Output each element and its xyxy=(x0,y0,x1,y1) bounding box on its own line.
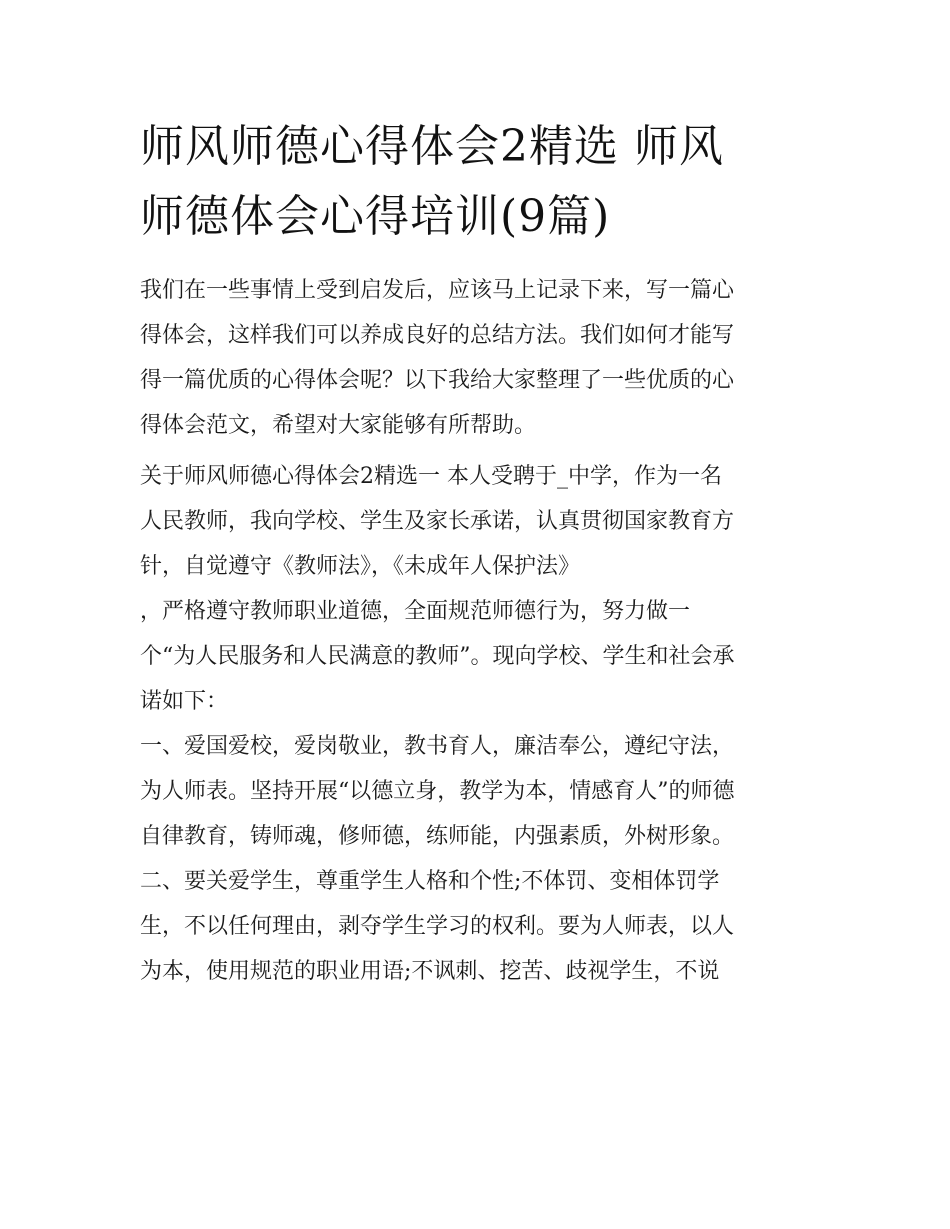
text-line: 为人师表。坚持开展“以德立身，教学为本，情感育人”的师德 xyxy=(140,779,735,804)
text-line: ，严格遵守教师职业道德，全面规范师德行为，努力做一 xyxy=(140,599,691,624)
text-line: 针，自觉遵守《教师法》，《未成年人保护法》 xyxy=(140,554,581,579)
text-line: 个“为人民服务和人民满意的教师”。现向学校、学生和社会承 xyxy=(140,644,735,669)
text-line: 为本，使用规范的职业用语;不讽刺、挖苦、歧视学生，不说 xyxy=(140,959,720,984)
text-line: 自律教育，铸师魂，修师德，练师能，内强素质，外树形象。 xyxy=(140,824,735,849)
text-line: 关于师风师德心得体会2精选一 本人受聘于_中学，作为一名 xyxy=(140,464,722,489)
document-title xyxy=(140,112,812,252)
text-line: 得体会，这样我们可以养成良好的总结方法。我们如何才能写 xyxy=(140,323,735,348)
intro-paragraph xyxy=(140,268,812,448)
text-line: 得体会范文，希望对大家能够有所帮助。 xyxy=(140,413,537,438)
text-line: 二、要关爱学生，尊重学生人格和个性;不体罚、变相体罚学 xyxy=(140,869,720,894)
text-line: 生，不以任何理由，剥夺学生学习的权利。要为人师表，以人 xyxy=(140,914,735,939)
text-line: 人民教师，我向学校、学生及家长承诺，认真贯彻国家教育方 xyxy=(140,509,735,534)
title-line: 师德体会心得培训(9篇) xyxy=(140,191,611,242)
title-line: 师风师德心得体会2精选 师风 xyxy=(140,121,724,172)
text-line: 我们在一些事情上受到启发后，应该马上记录下来，写一篇心 xyxy=(140,278,735,303)
text-line: 得一篇优质的心得体会呢？以下我给大家整理了一些优质的心 xyxy=(140,368,735,393)
text-line: 一、爱国爱校，爱岗敬业，教书育人，廉洁奉公，遵纪守法， xyxy=(140,734,735,759)
text-line: 诺如下： xyxy=(140,689,229,714)
body-text xyxy=(140,454,812,994)
document-page xyxy=(140,112,812,994)
